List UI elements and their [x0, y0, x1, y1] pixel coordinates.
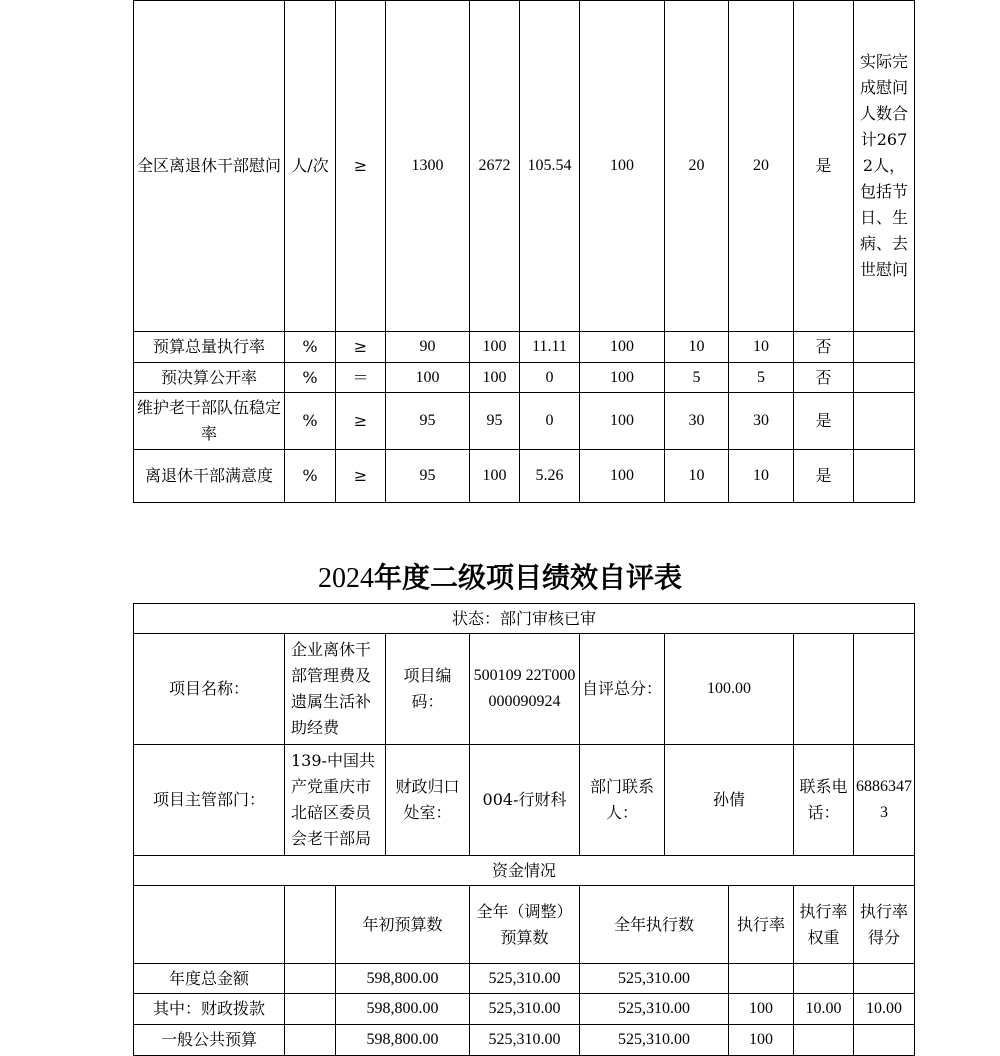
- executed-amount: 525,310.00: [580, 964, 729, 994]
- indicator-deviation: 11.11: [520, 332, 580, 363]
- indicator-met: 是: [794, 1, 854, 332]
- project-code: 500109 22T000000090924: [470, 634, 580, 745]
- indicator-actual: 2672: [470, 1, 520, 332]
- indicator-actual: 100: [470, 363, 520, 393]
- funds-columns-row: [134, 886, 915, 964]
- indicator-operator: ≥: [336, 332, 386, 363]
- status-text: 状态：部门审核已审: [134, 604, 915, 634]
- indicator-note: [854, 332, 915, 363]
- indicator-name: 预算总量执行率: [134, 332, 285, 363]
- rate-weight: 10.00: [794, 994, 854, 1025]
- project-code-label: 项目编码：: [386, 634, 470, 745]
- title-text: 年度二级项目绩效自评表: [373, 561, 682, 594]
- dept-label: 项目主管部门：: [134, 745, 285, 856]
- rate-score: 10.00: [854, 994, 915, 1025]
- indicator-operator: ≥: [336, 393, 386, 450]
- indicator-name: 维护老干部队伍稳定率: [134, 393, 285, 450]
- table-row: [134, 745, 915, 856]
- empty-cell: [854, 634, 915, 745]
- indicator-weight: 10: [665, 332, 729, 363]
- finance-office-label: 财政归口处室：: [386, 745, 470, 856]
- indicator-met: 否: [794, 363, 854, 393]
- adjusted-budget: 525,310.00: [470, 1025, 580, 1056]
- empty-cell: [134, 886, 285, 964]
- empty-cell: [285, 886, 336, 964]
- indicator-score-base: 100: [580, 363, 665, 393]
- phone-label: 联系电话：: [794, 745, 854, 856]
- table-row: [134, 994, 915, 1025]
- rate-weight: [794, 964, 854, 994]
- indicator-deviation: 0: [520, 393, 580, 450]
- indicator-unit: %: [285, 332, 336, 363]
- rate-score: [854, 964, 915, 994]
- indicator-weight: 20: [665, 1, 729, 332]
- empty-cell: [285, 964, 336, 994]
- indicator-note: [854, 363, 915, 393]
- page-title: [0, 558, 1000, 599]
- indicator-score: 30: [729, 393, 794, 450]
- execution-rate: [729, 964, 794, 994]
- column-header: 执行率: [729, 886, 794, 964]
- column-header: 执行率权重: [794, 886, 854, 964]
- indicator-name: 全区离退休干部慰问: [134, 1, 285, 332]
- table-row: [134, 1, 915, 332]
- table-row: [134, 332, 915, 363]
- indicator-met: 是: [794, 450, 854, 503]
- table-row: [134, 450, 915, 503]
- project-name: 企业离休干部管理费及遗属生活补助经费: [285, 634, 386, 745]
- indicator-target: 100: [386, 363, 470, 393]
- indicator-table: [133, 0, 915, 503]
- initial-budget: 598,800.00: [336, 994, 470, 1025]
- indicator-unit: %: [285, 393, 336, 450]
- indicator-operator: ≥: [336, 450, 386, 503]
- table-row: [134, 964, 915, 994]
- initial-budget: 598,800.00: [336, 964, 470, 994]
- indicator-operator: ≥: [336, 1, 386, 332]
- indicator-name: 离退休干部满意度: [134, 450, 285, 503]
- phone-number: 68863473: [854, 745, 915, 856]
- adjusted-budget: 525,310.00: [470, 964, 580, 994]
- indicator-met: 是: [794, 393, 854, 450]
- indicator-target: 95: [386, 393, 470, 450]
- column-header: 执行率得分: [854, 886, 915, 964]
- indicator-deviation: 0: [520, 363, 580, 393]
- indicator-score: 5: [729, 363, 794, 393]
- indicator-operator: ＝: [336, 363, 386, 393]
- column-header: 年初预算数: [336, 886, 470, 964]
- indicator-note: 实际完成慰问人数合计2672人，包括节日、生病、去世慰问: [854, 1, 915, 332]
- indicator-weight: 30: [665, 393, 729, 450]
- indicator-score-base: 100: [580, 393, 665, 450]
- self-score-label: 自评总分：: [580, 634, 665, 745]
- project-table: [133, 603, 915, 1056]
- indicator-score: 10: [729, 332, 794, 363]
- dept-name: 139-中国共产党重庆市北碚区委员会老干部局: [285, 745, 386, 856]
- indicator-score: 10: [729, 450, 794, 503]
- indicator-actual: 100: [470, 332, 520, 363]
- rate-score: [854, 1025, 915, 1056]
- empty-cell: [794, 634, 854, 745]
- table-row: [134, 634, 915, 745]
- table-row: [134, 393, 915, 450]
- indicator-unit: %: [285, 363, 336, 393]
- initial-budget: 598,800.00: [336, 1025, 470, 1056]
- table-row: [134, 1025, 915, 1056]
- indicator-score-base: 100: [580, 450, 665, 503]
- adjusted-budget: 525,310.00: [470, 994, 580, 1025]
- indicator-deviation: 105.54: [520, 1, 580, 332]
- self-score: 100.00: [665, 634, 794, 745]
- contact-label: 部门联系人：: [580, 745, 665, 856]
- funds-header: 资金情况: [134, 856, 915, 886]
- row-label: 其中：财政拨款: [134, 994, 285, 1025]
- indicator-actual: 95: [470, 393, 520, 450]
- indicator-note: [854, 450, 915, 503]
- execution-rate: 100: [729, 1025, 794, 1056]
- executed-amount: 525,310.00: [580, 994, 729, 1025]
- title-year: 2024: [317, 563, 374, 594]
- funds-header-row: [134, 856, 915, 886]
- empty-cell: [285, 994, 336, 1025]
- contact-name: 孙倩: [665, 745, 794, 856]
- indicator-unit: 人/次: [285, 1, 336, 332]
- status-row: [134, 604, 915, 634]
- indicator-target: 1300: [386, 1, 470, 332]
- indicator-weight: 5: [665, 363, 729, 393]
- row-label: 年度总金额: [134, 964, 285, 994]
- indicator-score: 20: [729, 1, 794, 332]
- executed-amount: 525,310.00: [580, 1025, 729, 1056]
- table-row: [134, 363, 915, 393]
- execution-rate: 100: [729, 994, 794, 1025]
- indicator-name: 预决算公开率: [134, 363, 285, 393]
- rate-weight: [794, 1025, 854, 1056]
- indicator-target: 95: [386, 450, 470, 503]
- indicator-score-base: 100: [580, 1, 665, 332]
- empty-cell: [285, 1025, 336, 1056]
- column-header: 全年执行数: [580, 886, 729, 964]
- indicator-unit: %: [285, 450, 336, 503]
- project-name-label: 项目名称：: [134, 634, 285, 745]
- indicator-actual: 100: [470, 450, 520, 503]
- indicator-weight: 10: [665, 450, 729, 503]
- column-header: 全年（调整）预算数: [470, 886, 580, 964]
- row-label: 一般公共预算: [134, 1025, 285, 1056]
- finance-office: 004-行财科: [470, 745, 580, 856]
- indicator-deviation: 5.26: [520, 450, 580, 503]
- indicator-score-base: 100: [580, 332, 665, 363]
- indicator-met: 否: [794, 332, 854, 363]
- indicator-target: 90: [386, 332, 470, 363]
- indicator-note: [854, 393, 915, 450]
